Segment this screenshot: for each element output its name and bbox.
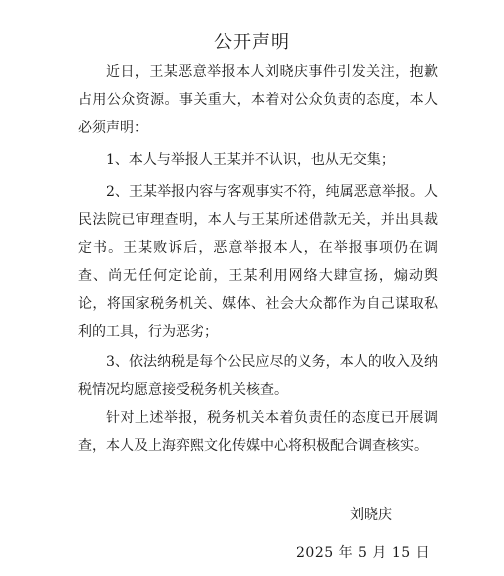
signature-name: 刘晓庆 xyxy=(350,507,392,523)
statement-point-1: 1、本人与举报人王某并不认识，也从无交集； xyxy=(106,152,395,168)
statement-point-2: 2、王某举报内容与客观事实不符，纯属恶意举报。人民法院已审理查明，本人与王某所述借款无关，并出具裁定书。王某败诉后，恶意举报本人，在举报事项仍在调查、尚无任何定论前，王某利用网络大肆宣扬，煽动舆论，将国家税务机关、媒体、社会大众都作为自己谋取私利的工具，行为恶劣； xyxy=(78,184,438,340)
closing-paragraph: 针对上述举报，税务机关本着负责任的态度已开展调查，本人及上海弈熙文化传媒中心将积极配合调查核实。 xyxy=(78,410,438,454)
signature-date: 2025 年 5 月 15 日 xyxy=(296,545,431,561)
intro-paragraph: 近日，王某恶意举报本人刘晓庆事件引发关注，抱歉占用公众资源。事关重大，本着对公众负责的态度，本人必须声明： xyxy=(78,64,438,136)
document-title: 公开声明 xyxy=(214,32,290,53)
statement-point-3: 3、依法纳税是每个公民应尽的义务，本人的收入及纳税情况均愿意接受税务机关核查。 xyxy=(78,354,438,398)
